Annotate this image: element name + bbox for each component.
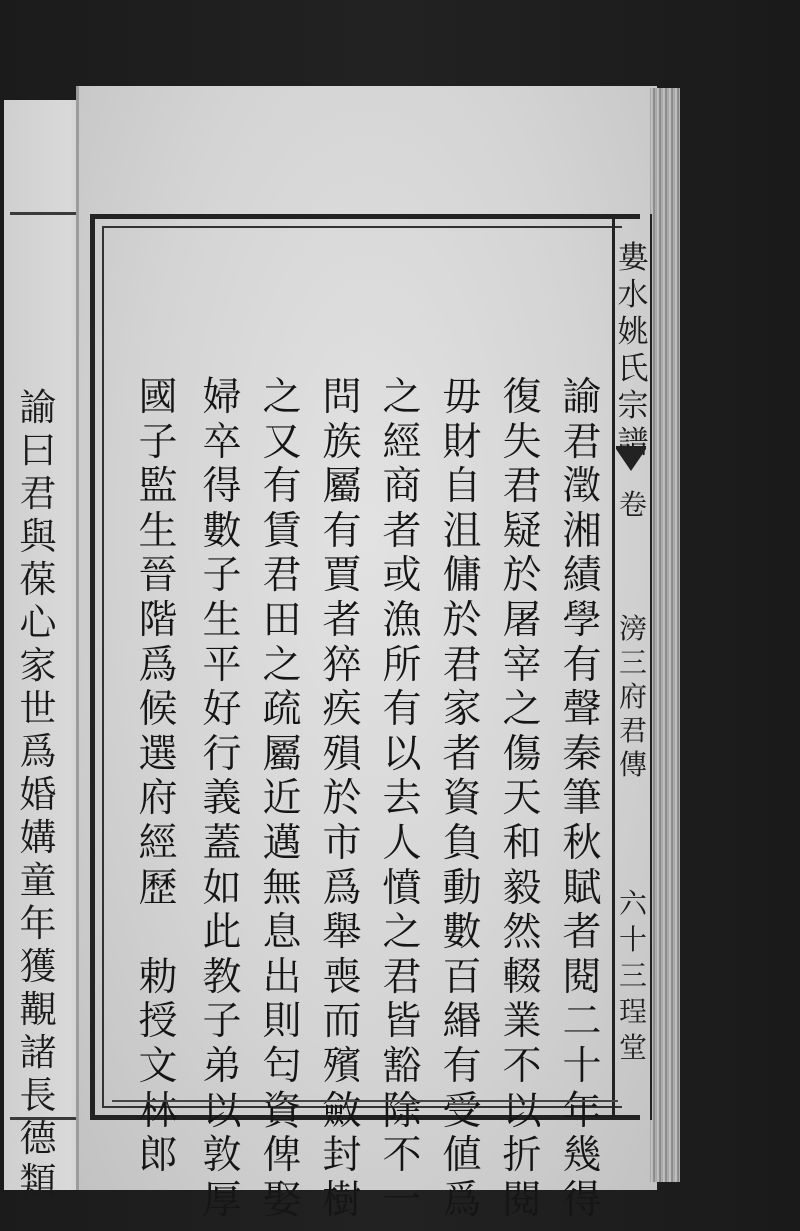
glyph: 歷 — [138, 865, 178, 911]
glyph: 教 — [202, 954, 242, 1000]
glyph: 賈 — [322, 553, 362, 599]
glyph: 爲 — [442, 1177, 482, 1223]
glyph: 家 — [19, 644, 57, 687]
glyph: 君 — [442, 642, 482, 688]
glyph: 賃 — [262, 508, 302, 554]
glyph: 負 — [442, 820, 482, 866]
glyph: 厚 — [202, 1177, 242, 1223]
glyph: 數 — [202, 508, 242, 554]
glyph: 疾 — [322, 687, 362, 733]
glyph: 資 — [262, 1088, 302, 1134]
glyph: 毋 — [442, 375, 482, 420]
glyph: 閱 — [562, 954, 602, 1000]
glyph: 爲 — [322, 865, 362, 911]
glyph: 諭 — [19, 386, 57, 429]
glyph: 然 — [502, 910, 542, 956]
section-label — [618, 488, 648, 522]
glyph: 之 — [382, 375, 422, 420]
glyph: 學 — [562, 597, 602, 643]
glyph: 去 — [382, 776, 422, 822]
glyph — [152, 911, 164, 956]
glyph: 經 — [138, 820, 178, 866]
glyph: 豁 — [382, 1043, 422, 1089]
glyph: 國 — [138, 375, 178, 420]
glyph: 秋 — [562, 820, 602, 866]
glyph: 不 — [382, 1133, 422, 1179]
glyph: 市 — [322, 820, 362, 866]
glyph: 屬 — [322, 464, 362, 510]
glyph: 憤 — [382, 865, 422, 911]
glyph: 澂 — [562, 464, 602, 510]
glyph: 以 — [202, 1088, 242, 1134]
glyph: 平 — [202, 642, 242, 688]
glyph: 家 — [442, 687, 482, 733]
glyph: 業 — [502, 999, 542, 1045]
glyph: 郎 — [138, 1133, 178, 1179]
glyph: 君 — [562, 419, 602, 465]
glyph: 値 — [442, 1133, 482, 1179]
glyph: 以 — [382, 731, 422, 777]
glyph: 三 — [618, 959, 647, 992]
glyph: 晉 — [138, 553, 178, 599]
glyph: 緡 — [442, 999, 482, 1045]
glyph: 授 — [138, 999, 178, 1045]
glyph: 生 — [138, 508, 178, 554]
glyph: 失 — [502, 419, 542, 465]
glyph: 君 — [618, 714, 647, 747]
glyph: 媾 — [19, 816, 57, 859]
bottom-rule — [112, 1100, 618, 1102]
glyph: 堂 — [618, 1031, 647, 1064]
glyph: 爲 — [138, 642, 178, 688]
glyph: 宗 — [617, 388, 649, 424]
glyph: 覯 — [19, 988, 57, 1031]
glyph: 譜 — [617, 425, 649, 461]
glyph: 葆 — [19, 558, 57, 601]
glyph: 以 — [502, 1088, 542, 1134]
glyph: 自 — [442, 464, 482, 510]
glyph: 屬 — [262, 731, 302, 777]
glyph: 舉 — [322, 910, 362, 956]
glyph: 樹 — [322, 1177, 362, 1223]
glyph: 俾 — [262, 1133, 302, 1179]
glyph: 商 — [382, 464, 422, 510]
glyph: 有 — [382, 687, 422, 733]
glyph: 珵 — [618, 995, 647, 1028]
glyph: 曰 — [19, 429, 57, 472]
glyph: 經 — [382, 419, 422, 465]
glyph: 氏 — [617, 351, 649, 387]
glyph: 而 — [322, 999, 362, 1045]
glyph: 動 — [442, 865, 482, 911]
glyph: 之 — [502, 687, 542, 733]
glyph: 有 — [442, 1043, 482, 1089]
glyph: 問 — [322, 375, 362, 420]
glyph: 筆 — [562, 776, 602, 822]
glyph: 德 — [19, 1117, 57, 1160]
glyph: 傳 — [618, 748, 647, 781]
glyph: 則 — [262, 999, 302, 1045]
glyph: 天 — [502, 776, 542, 822]
glyph: 諭 — [562, 375, 602, 420]
glyph: 弟 — [202, 1043, 242, 1089]
glyph: 有 — [562, 642, 602, 688]
glyph: 漁 — [382, 597, 422, 643]
glyph: 獲 — [19, 945, 57, 988]
glyph: 子 — [202, 999, 242, 1045]
glyph: 或 — [382, 553, 422, 599]
glyph: 皆 — [382, 999, 422, 1045]
glyph: 者 — [382, 508, 422, 554]
glyph: 君 — [19, 472, 57, 515]
glyph: 秦 — [562, 731, 602, 777]
glyph: 階 — [138, 597, 178, 643]
glyph: 喪 — [322, 954, 362, 1000]
glyph: 年 — [562, 1088, 602, 1134]
glyph: 世 — [19, 687, 57, 730]
glyph: 湘 — [562, 508, 602, 554]
glyph: 長 — [19, 1074, 57, 1117]
glyph: 義 — [202, 776, 242, 822]
glyph: 受 — [442, 1088, 482, 1134]
glyph: 幾 — [562, 1133, 602, 1179]
glyph: 傷 — [502, 731, 542, 777]
glyph: 封 — [322, 1133, 362, 1179]
text-column — [258, 376, 306, 1223]
text-column — [498, 376, 546, 1223]
glyph: 殞 — [322, 731, 362, 777]
text-column — [378, 376, 426, 1223]
glyph: 類 — [19, 1160, 57, 1203]
running-title — [616, 240, 650, 462]
glyph: 子 — [202, 553, 242, 599]
glyph: 六 — [618, 887, 647, 920]
glyph: 者 — [562, 910, 602, 956]
glyph: 有 — [322, 508, 362, 554]
glyph: 婦 — [202, 375, 242, 420]
glyph: 屠 — [502, 597, 542, 643]
glyph: 君 — [262, 553, 302, 599]
glyph: 復 — [502, 375, 542, 420]
glyph: 娶 — [262, 1177, 302, 1223]
glyph: 生 — [202, 597, 242, 643]
glyph: 斂 — [322, 1088, 362, 1134]
glyph: 心 — [19, 601, 57, 644]
glyph: 田 — [262, 597, 302, 643]
glyph: 敦 — [202, 1133, 242, 1179]
glyph: 宰 — [502, 642, 542, 688]
glyph: 績 — [562, 553, 602, 599]
glyph: 之 — [382, 910, 422, 956]
glyph: 林 — [138, 1088, 178, 1134]
fishtail-mark — [616, 446, 646, 479]
glyph: 之 — [262, 642, 302, 688]
glyph: 府 — [618, 680, 647, 713]
glyph: 之 — [262, 375, 302, 420]
glyph: 候 — [138, 687, 178, 733]
glyph: 一 — [382, 1177, 422, 1223]
glyph: 者 — [322, 597, 362, 643]
glyph: 行 — [202, 731, 242, 777]
text-column — [198, 376, 246, 1223]
glyph: 毅 — [502, 865, 542, 911]
glyph: 如 — [202, 865, 242, 911]
glyph: 君 — [502, 464, 542, 510]
glyph: 諸 — [19, 1031, 57, 1074]
glyph: 爲 — [19, 730, 57, 773]
glyph: 卷 — [618, 488, 647, 521]
glyph: 於 — [502, 553, 542, 599]
folio-and-hall — [618, 886, 648, 1066]
glyph: 折 — [502, 1133, 542, 1179]
glyph: 賦 — [562, 865, 602, 911]
glyph: 不 — [502, 1043, 542, 1089]
glyph: 婁 — [617, 240, 649, 276]
text-column — [318, 376, 366, 1223]
page-edge — [650, 88, 680, 1182]
glyph: 監 — [138, 464, 178, 510]
glyph: 此 — [202, 910, 242, 956]
glyph: 蓋 — [202, 820, 242, 866]
glyph: 得 — [562, 1177, 602, 1223]
glyph: 疑 — [502, 508, 542, 554]
glyph: 童 — [19, 859, 57, 902]
glyph: 子 — [138, 419, 178, 465]
glyph: 滂 — [618, 612, 647, 645]
glyph: 所 — [382, 642, 422, 688]
glyph: 族 — [322, 419, 362, 465]
glyph: 君 — [382, 954, 422, 1000]
glyph: 十 — [562, 1043, 602, 1089]
glyph: 者 — [442, 731, 482, 777]
glyph: 息 — [262, 910, 302, 956]
glyph: 聲 — [562, 687, 602, 733]
glyph: 財 — [442, 419, 482, 465]
glyph: 沮 — [442, 508, 482, 554]
glyph: 匄 — [262, 1043, 302, 1089]
glyph: 於 — [322, 776, 362, 822]
text-column-official-title — [134, 376, 182, 1179]
glyph: 除 — [382, 1088, 422, 1134]
glyph: 人 — [382, 820, 422, 866]
glyph: 十 — [618, 923, 647, 956]
glyph: 府 — [138, 776, 178, 822]
glyph: 閱 — [502, 1177, 542, 1223]
glyph: 輟 — [502, 954, 542, 1000]
glyph: 出 — [262, 954, 302, 1000]
glyph: 殯 — [322, 1043, 362, 1089]
previous-page-text-column — [16, 386, 60, 1203]
glyph: 文 — [138, 1043, 178, 1089]
glyph: 勅 — [138, 954, 178, 1000]
glyph: 疏 — [262, 687, 302, 733]
glyph: 與 — [19, 515, 57, 558]
glyph: 三 — [618, 646, 647, 679]
glyph: 近 — [262, 776, 302, 822]
glyph: 好 — [202, 687, 242, 733]
glyph: 和 — [502, 820, 542, 866]
glyph: 二 — [562, 999, 602, 1045]
glyph: 有 — [262, 464, 302, 510]
glyph: 又 — [262, 419, 302, 465]
glyph: 資 — [442, 776, 482, 822]
text-column — [558, 376, 606, 1223]
glyph: 傭 — [442, 553, 482, 599]
glyph: 得 — [202, 464, 242, 510]
glyph: 無 — [262, 865, 302, 911]
glyph: 姚 — [617, 314, 649, 350]
glyph: 於 — [442, 597, 482, 643]
glyph: 數 — [442, 910, 482, 956]
glyph: 年 — [19, 902, 57, 945]
glyph: 婚 — [19, 773, 57, 816]
chapter-label — [618, 612, 648, 782]
glyph: 水 — [617, 277, 649, 313]
glyph: 猝 — [322, 642, 362, 688]
glyph: 邁 — [262, 820, 302, 866]
glyph: 選 — [138, 731, 178, 777]
glyph: 卒 — [202, 419, 242, 465]
text-column — [438, 376, 486, 1223]
glyph: 百 — [442, 954, 482, 1000]
